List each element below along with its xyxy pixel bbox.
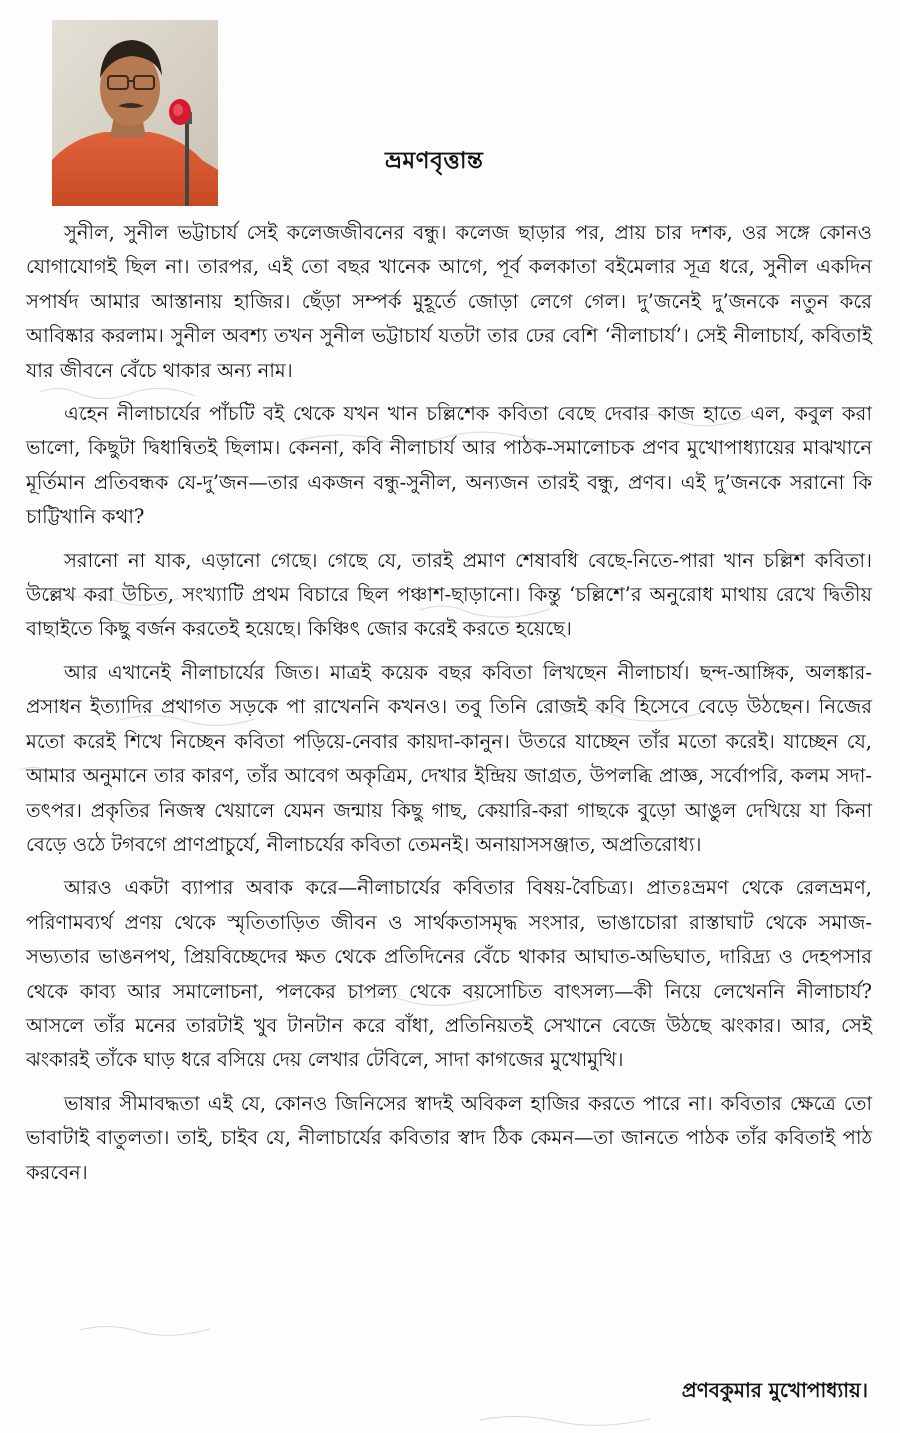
paragraph: সুনীল, সুনীল ভট্টাচার্য সেই কলেজজীবনের বন্ধু। কলেজ ছাড়ার পর, প্রায় চার দশক, ওর সঙ্গে কোনও যোগাযোগই ছিল না। তারপর, এই তো বছর খানেক আগে, পূর্ব কলকাতা বইমেলার সূত্র ধরে, সুনীল একদিন সপার্ষদ আমার আস্তানায় হাজির। ছেঁড়া সম্পর্ক মুহূর্তে জোড়া লেগে গেল। দু’জনেই দু’জনকে নতুন করে আবিষ্কার করলাম। সুনীল অবশ্য তখন সুনীল ভট্টাচার্য যতটা তার ঢের বেশি ‘নীলাচার্য’। সেই নীলাচার্য, কবিতাই যার জীবনে বেঁচে থাকার অন্য নাম। — [26, 221, 872, 382]
paragraph: এহেন নীলাচার্যের পাঁচটি বই থেকে যখন খান চল্লিশেক কবিতা বেছে দেবার কাজ হাতে এল, কবুল করা ভালো, কিছুটা দ্বিধান্বিতই ছিলাম। কেননা, কবি নীলাচার্য আর পাঠক-সমালোচক প্রণব মুখোপাধ্যায়ের মাঝখানে মূর্তিমান প্রতিবন্ধক যে-দু’জন—তার একজন বন্ধু-সুনীল, অন্যজন তারই বন্ধু, প্রণব। এই দু’জনকে সরানো কি চাট্টিখানি কথা? — [26, 402, 872, 529]
paragraph: আরও একটা ব্যাপার অবাক করে—নীলাচার্যের কবিতার বিষয়-বৈচিত্র্য। প্রাতঃভ্রমণ থেকে রেলভ্রমণ, পরিণামব্যর্থ প্রণয় থেকে স্মৃতিতাড়িত জীবন ও সার্থকতাসমৃদ্ধ সংসার, ভাঙাচোরা রাস্তাঘাট থেকে সমাজ-সভ্যতার ভাঙনপথ, প্রিয়বিচ্ছেদের ক্ষত থেকে প্রতিদিনের বেঁচে থাকার আঘাত-অভিঘাত, দারিদ্র্য ও দেহপসার থেকে কাব্য আর সমালোচনা, পলকের চাপল্য থেকে বয়সোচিত বাৎসল্য—কী নিয়ে লেখেননি নীলাচার্য? আসলে তাঁর মনের তারটাই খুব টানটান করে বাঁধা, প্রতিনিয়তই সেখানে বেজে উঠছে ঝংকার। আর, সেই ঝংকারই তাঁকে ঘাড় ধরে বসিয়ে দেয় লেখার টেবিলে, সাদা কাগজের মুখোমুখি। — [26, 876, 872, 1072]
author-signature: প্রণবকুমার মুখোপাধ্যায়। — [681, 1378, 868, 1402]
author-portrait-icon — [52, 20, 218, 206]
article-title: ভ্রমণবৃত্তান্ত — [385, 147, 484, 174]
article-body — [26, 216, 872, 1199]
author-photo — [52, 20, 218, 206]
paragraph: সরানো না যাক, এড়ানো গেছে। গেছে যে, তারই প্রমাণ শেষাবধি বেছে-নিতে-পারা খান চল্লিশ কবিতা। উল্লেখ করা উচিত, সংখ্যাটি প্রথম বিচারে ছিল পঞ্চাশ-ছাড়ানো। কিন্তু ‘চল্লিশে’র অনুরোধ মাথায় রেখে দ্বিতীয় বাছাইতে কিছু বর্জন করতেই হয়েছে। কিঞ্চিৎ জোর করেই করতে হয়েছে। — [26, 548, 872, 641]
paragraph: আর এখানেই নীলাচার্যের জিত। মাত্রই কয়েক বছর কবিতা লিখছেন নীলাচার্য। ছন্দ-আঙ্গিক, অলঙ্কার-প্রসাধন ইত্যাদির প্রথাগত সড়কে পা রাখেননি কখনও। তবু তিনি রোজই কবি হিসেবে বেড়ে উঠছেন। নিজের মতো করেই শিখে নিচ্ছেন কবিতা পড়িয়ে-নেবার কায়দা-কানুন। উতরে যাচ্ছেন তাঁর মতো করেই। যাচ্ছেন যে, আমার অনুমানে তার কারণ, তাঁর আবেগ অকৃত্রিম, দেখার ইন্দ্রিয় জাগ্রত, উপলব্ধি প্রাজ্ঞ, সর্বোপরি, কলম সদা-তৎপর। প্রকৃতির নিজস্ব খেয়ালে যেমন জন্মায় কিছু গাছ, কেয়ারি-করা গাছকে বুড়ো আঙুল দেখিয়ে যা কিনা বেড়ে ওঠে টগবগে প্রাণপ্রাচুর্যে, নীলাচর্যের কবিতা তেমনই। অনায়াসসঞ্জাত, অপ্রতিরোধ্য। — [26, 660, 872, 856]
paragraph: ভাষার সীমাবদ্ধতা এই যে, কোনও জিনিসের স্বাদই অবিকল হাজির করতে পারে না। কবিতার ক্ষেত্রে তো ভাবাটাই বাতুলতা। তাই, চাইব যে, নীলাচার্যের কবিতার স্বাদ ঠিক কেমন—তা জানতে পাঠক তাঁর কবিতাই পাঠ করবেন। — [26, 1091, 872, 1184]
